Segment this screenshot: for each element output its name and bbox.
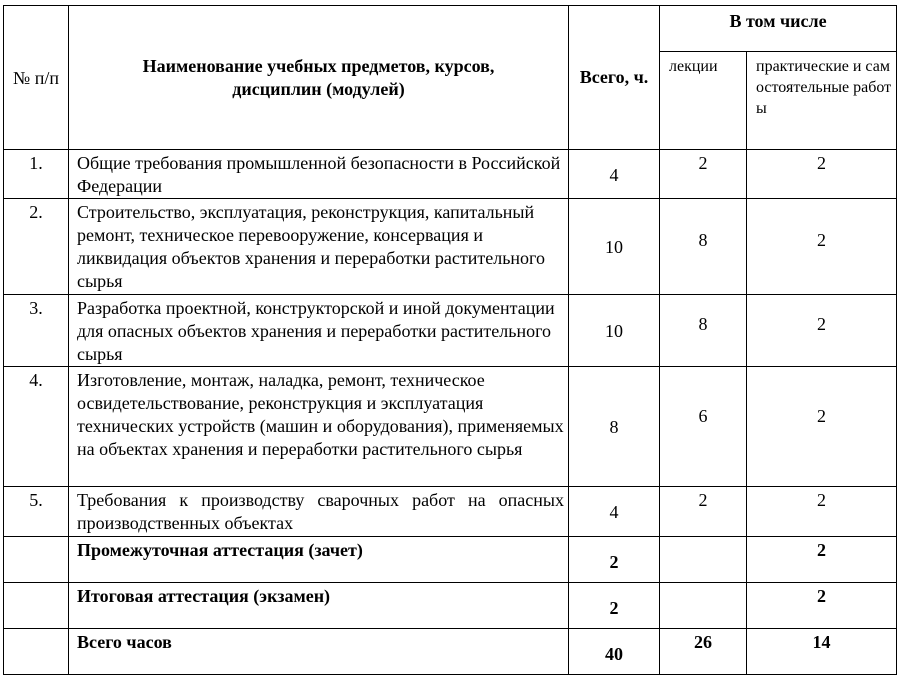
summary-practice: 2 — [747, 583, 897, 629]
summary-name: Всего часов — [69, 629, 569, 675]
summary-num — [4, 583, 69, 629]
curriculum-table — [3, 5, 897, 675]
row-lectures: 8 — [660, 199, 747, 295]
row-total: 8 — [569, 367, 660, 487]
summary-lectures — [660, 537, 747, 583]
row-total: 10 — [569, 295, 660, 367]
summary-num — [4, 629, 69, 675]
table-row — [4, 295, 897, 367]
row-num: 5. — [4, 487, 69, 537]
summary-total: 2 — [569, 537, 660, 583]
summary-name: Промежуточная аттестация (зачет) — [69, 537, 569, 583]
row-lectures: 2 — [660, 487, 747, 537]
summary-lectures: 26 — [660, 629, 747, 675]
summary-total: 2 — [569, 583, 660, 629]
table-row — [4, 150, 897, 199]
row-name: Строительство, эксплуатация, реконструкция, капитальный ремонт, техническое перевооружение, консервация и ликвидация объектов хранения и переработки растительного сырья — [69, 199, 569, 295]
row-total: 4 — [569, 487, 660, 537]
row-num: 1. — [4, 150, 69, 199]
summary-lectures — [660, 583, 747, 629]
row-lectures: 6 — [660, 367, 747, 487]
row-total: 10 — [569, 199, 660, 295]
row-name: Разработка проектной, конструкторской и иной документации для опасных объектов хранения и переработки растительного сырья — [69, 295, 569, 367]
table-row — [4, 367, 897, 487]
row-num: 2. — [4, 199, 69, 295]
row-num: 4. — [4, 367, 69, 487]
header-num: № п/п — [4, 6, 69, 150]
row-lectures: 8 — [660, 295, 747, 367]
header-lectures: лекции — [660, 52, 747, 150]
row-name: Требования к производству сварочных работ на опасных производственных объектах — [69, 487, 569, 537]
header-total: Всего, ч. — [569, 6, 660, 150]
summary-row — [4, 629, 897, 675]
row-practice: 2 — [747, 367, 897, 487]
row-practice: 2 — [747, 295, 897, 367]
row-lectures: 2 — [660, 150, 747, 199]
header-name: Наименование учебных предметов, курсов, дисциплин (модулей) — [69, 6, 569, 150]
summary-row — [4, 537, 897, 583]
header-practice: практические и самостоятельные работы — [747, 52, 897, 150]
row-num: 3. — [4, 295, 69, 367]
summary-name: Итоговая аттестация (экзамен) — [69, 583, 569, 629]
header-including: В том числе — [660, 6, 897, 52]
summary-total: 40 — [569, 629, 660, 675]
row-practice: 2 — [747, 150, 897, 199]
summary-num — [4, 537, 69, 583]
table-row — [4, 487, 897, 537]
row-name: Общие требования промышленной безопасности в Российской Федерации — [69, 150, 569, 199]
row-practice: 2 — [747, 199, 897, 295]
summary-row — [4, 583, 897, 629]
row-total: 4 — [569, 150, 660, 199]
summary-practice: 14 — [747, 629, 897, 675]
row-practice: 2 — [747, 487, 897, 537]
table-row — [4, 199, 897, 295]
summary-practice: 2 — [747, 537, 897, 583]
row-name: Изготовление, монтаж, наладка, ремонт, техническое освидетельствование, реконструкция и эксплуатация технических устройств (машин и оборудования), применяемых на объектах хранения и переработки растительного сырья — [69, 367, 569, 487]
